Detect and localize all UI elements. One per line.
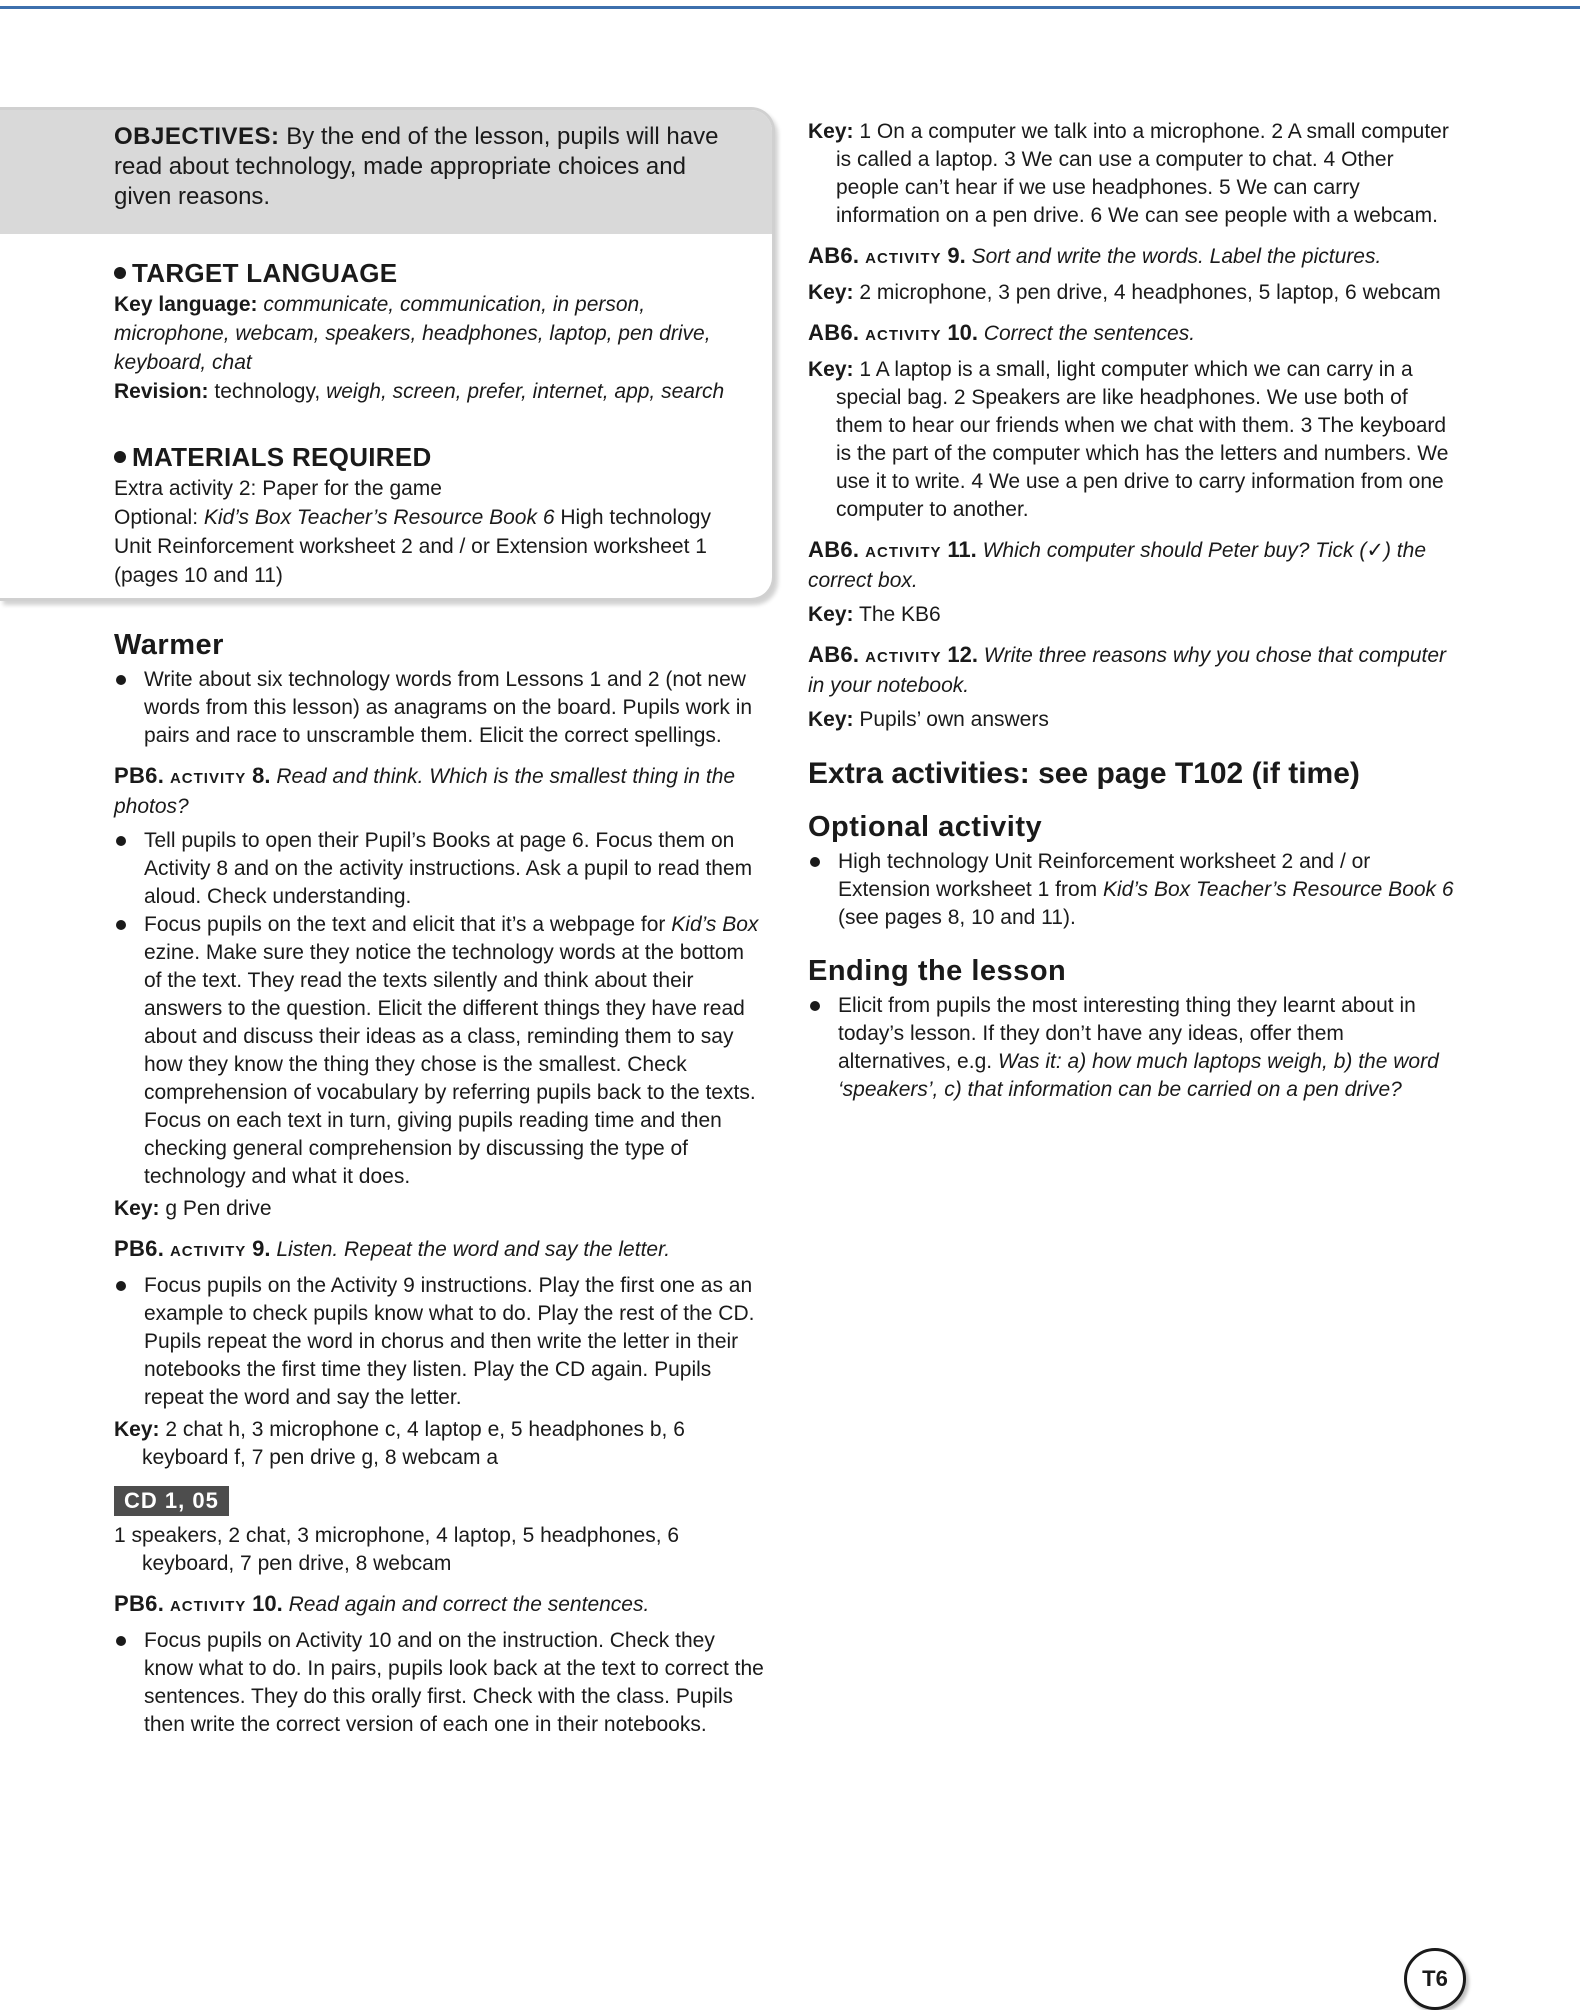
activity-code: PB6. — [114, 763, 165, 788]
bullet-icon — [114, 267, 126, 279]
key-language-line — [114, 290, 752, 377]
key-label: Key: — [808, 708, 854, 731]
optional-activity-title: Kid’s Box Teacher’s Resource Book 6 — [1102, 878, 1454, 901]
activity-9-key — [114, 1416, 764, 1472]
activity-instruction: Listen. Repeat the word and say the letter. — [276, 1238, 671, 1261]
ab6-activity-9-heading — [808, 242, 1458, 273]
target-language-heading-text: TARGET LANGUAGE — [132, 258, 398, 288]
activity-code: AB6. — [808, 320, 860, 345]
cd-track-badge: CD 1, 05 — [114, 1486, 229, 1516]
activity-instruction: Correct the sentences. — [983, 322, 1196, 345]
pb6-activity-9-heading — [114, 1235, 764, 1266]
ab6-activity-11-key — [808, 601, 1458, 629]
activity-code: AB6. — [808, 537, 860, 562]
key-label: Key: — [114, 1418, 160, 1441]
revision-plain: technology, — [214, 380, 321, 403]
activity-number: 10. — [252, 1591, 283, 1616]
ending-lesson-heading: Ending the lesson — [808, 955, 1067, 987]
activity-label: ACTIVITY — [865, 250, 942, 267]
pb6-activity-10-heading — [114, 1590, 764, 1621]
activity-number: 11. — [947, 537, 977, 562]
ab6-activity-10-key — [808, 356, 1458, 524]
activity-instruction: Sort and write the words. Label the pictures. — [971, 245, 1382, 268]
activity-label: ACTIVITY — [169, 770, 247, 787]
materials-line-2 — [114, 503, 752, 590]
activity-8-bullet-2-title: Kid’s Box — [671, 913, 759, 936]
ending-lesson-question: Was it: a) how much laptops weigh, b) the word ‘speakers’, c) that information can be carried on a pen drive? — [838, 1050, 1439, 1101]
activity-8-bullet-2-pre: Focus pupils on the text and elicit that it’s a webpage for — [144, 913, 666, 936]
activity-label: ACTIVITY — [865, 544, 942, 561]
page-number: T6 — [1404, 1948, 1466, 2010]
activity-9-bullet-1: Focus pupils on the Activity 9 instructions. Play the first one as an example to check pupils know what to do. Play the rest of the CD. Pupils repeat the word in chorus and then write the letter in their notebooks the first time they listen. Play the CD again. Pupils repeat the word and say the letter. — [114, 1272, 764, 1412]
key-text: 1 A laptop is a small, light computer which we can carry in a special bag. 2 Speakers are like headphones. We use both of them to hear our friends when we chat with them. 3 The keyboard is the part of the computer which has the letters and numbers. We use it to write. 4 We use a pen drive to carry information from one computer to another. — [836, 358, 1449, 521]
activity-instruction: Read and think. Which is the smallest thing in the photos? — [114, 765, 736, 818]
key-text: 1 On a computer we talk into a microphone. 2 A small computer is called a laptop. 3 We can use a computer to chat. 4 Other people can’t hear if we use headphones. 5 We can carry information on a pen drive. 6 We can see people with a webcam. — [836, 120, 1449, 227]
objectives-header — [0, 110, 772, 234]
ending-lesson-bullet — [808, 992, 1458, 1104]
warmer-bullet: Write about six technology words from Lessons 1 and 2 (not new words from this lesson) as anagrams on the board. Pupils work in pairs and race to unscramble them. Elicit the correct spellings. — [114, 666, 764, 750]
activity-number: 9. — [252, 1236, 271, 1261]
extra-activities-heading: Extra activities: see page T102 (if time) — [808, 757, 1360, 790]
key-text: The KB6 — [859, 603, 941, 626]
activity-number: 8. — [252, 763, 271, 788]
key-text: 2 microphone, 3 pen drive, 4 headphones, 5 laptop, 6 webcam — [859, 281, 1441, 304]
ab6-activity-11-heading — [808, 536, 1458, 595]
cd-transcript: 1 speakers, 2 chat, 3 microphone, 4 laptop, 5 headphones, 6 keyboard, 7 pen drive, 8 webcam — [114, 1524, 680, 1575]
materials-worksheets: High technology Unit Reinforcement worksheet 2 and / or Extension worksheet 1 (pages 10 and 11) — [114, 506, 711, 587]
ab6-activity-12-heading — [808, 641, 1458, 700]
bullet-icon — [114, 451, 126, 463]
activity-code: PB6. — [114, 1591, 165, 1616]
activity-code: AB6. — [808, 243, 860, 268]
activity-10-key — [808, 118, 1458, 230]
activity-10-bullet-1: Focus pupils on Activity 10 and on the instruction. Check they know what to do. In pairs, pupils look back at the text to correct the sentences. They do this orally first. Check with the class. Pupils then write the correct version of each one in their notebooks. — [114, 1627, 764, 1739]
materials-line-1: Extra activity 2: Paper for the game — [114, 477, 442, 500]
ab6-activity-12-key — [808, 706, 1458, 734]
activity-instruction: Write three reasons why you chose that computer in your notebook. — [808, 644, 1447, 697]
optional-activity-bullet — [808, 848, 1458, 932]
activity-instruction: Which computer should Peter buy? Tick (✓) the correct box. — [808, 539, 1426, 592]
optional-activity-heading: Optional activity — [808, 811, 1043, 843]
activity-label: ACTIVITY — [865, 327, 942, 344]
materials-heading — [114, 442, 752, 472]
activity-number: 10. — [947, 320, 978, 345]
right-column — [808, 118, 1458, 1104]
materials-book-title: Kid’s Box Teacher’s Resource Book 6 — [203, 506, 555, 529]
activity-8-bullet-1: Tell pupils to open their Pupil’s Books at page 6. Focus them on Activity 8 and on the activity instructions. Ask a pupil to read them aloud. Check understanding. — [114, 827, 764, 911]
activity-number: 12. — [947, 642, 978, 667]
ab6-activity-9-key — [808, 279, 1458, 307]
key-text: Pupils’ own answers — [859, 708, 1049, 731]
key-label: Key: — [114, 1197, 160, 1220]
activity-number: 9. — [947, 243, 966, 268]
key-language-label: Key language: — [114, 293, 258, 316]
key-text: g Pen drive — [165, 1197, 272, 1220]
optional-activity-pre: High technology Unit Reinforcement worksheet 2 and / or Extension worksheet 1 from — [838, 850, 1371, 901]
activity-8-bullet-2-post: ezine. Make sure they notice the technology words at the bottom of the text. They read the texts silently and think about their answers to the question. Elicit the different things they have read about and discuss their ideas as a class, reminding them to say how they know the thing they chose is the smallest. Check comprehension of vocabulary by referring pupils back to the texts. Focus on each text in turn, giving pupils reading time and then checking general comprehension by discussing the type of technology and what it does. — [144, 941, 756, 1188]
objectives-body: By the end of the lesson, pupils will have read about technology, made appropriate choices and given reasons. — [114, 123, 719, 210]
activity-label: ACTIVITY — [169, 1243, 247, 1260]
materials-optional-label: Optional: — [114, 506, 199, 529]
revision-line — [114, 377, 752, 406]
key-language-text: communicate, communication, in person, microphone, webcam, speakers, headphones, laptop, pen drive, keyboard, chat — [114, 293, 711, 374]
top-rule — [0, 6, 1580, 9]
target-language-heading — [114, 258, 752, 288]
activity-code: AB6. — [808, 642, 860, 667]
activity-label: ACTIVITY — [169, 1598, 247, 1615]
activity-instruction: Read again and correct the sentences. — [288, 1593, 650, 1616]
activity-label: ACTIVITY — [865, 649, 942, 666]
warmer-heading: Warmer — [114, 629, 224, 661]
activity-8-bullet-2 — [114, 911, 764, 1191]
objectives-box — [0, 107, 775, 601]
revision-italic: weigh, screen, prefer, internet, app, search — [326, 380, 725, 403]
key-label: Key: — [808, 120, 854, 143]
objectives-label: OBJECTIVES: — [114, 123, 280, 150]
optional-activity-post: (see pages 8, 10 and 11). — [838, 906, 1076, 929]
pb6-activity-8-heading — [114, 762, 764, 821]
activity-code: PB6. — [114, 1236, 165, 1261]
ab6-activity-10-heading — [808, 319, 1458, 350]
key-label: Key: — [808, 358, 854, 381]
key-label: Key: — [808, 603, 854, 626]
activity-8-key — [114, 1195, 764, 1223]
objectives-body-section — [0, 234, 772, 590]
left-column — [114, 620, 764, 1739]
revision-label: Revision: — [114, 380, 209, 403]
key-text: 2 chat h, 3 microphone c, 4 laptop e, 5 headphones b, 6 keyboard f, 7 pen drive g, 8 webcam a — [142, 1418, 685, 1469]
key-label: Key: — [808, 281, 854, 304]
objectives-text — [114, 122, 748, 212]
ending-lesson-pre: Elicit from pupils the most interesting thing they learnt about in today’s lesson. If they don’t have any ideas, offer them alternatives, e.g. — [838, 994, 1416, 1073]
materials-heading-text: MATERIALS REQUIRED — [132, 442, 432, 472]
